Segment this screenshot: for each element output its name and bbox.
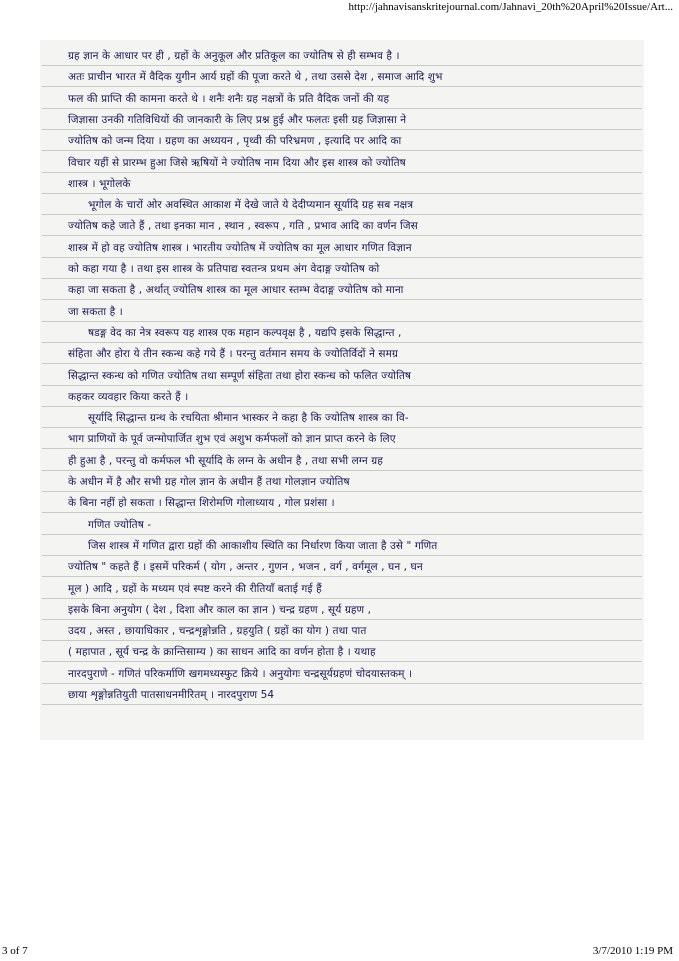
handwritten-line: विचार यहीं से प्रारम्भ हुआ जिसे ऋषियों ने ज्योतिष नाम दिया और इस शास्त्र को ज्योतिष	[68, 156, 406, 169]
handwritten-line: इसके बिना अनुयोग ( देश , दिशा और काल का ज्ञान ) चन्द्र ग्रहण , सूर्य ग्रहण ,	[68, 603, 372, 616]
handwritten-line: शास्त्र । भूगोलके	[68, 177, 131, 190]
handwritten-line: जिस शास्त्र में गणित द्वारा ग्रहों की आकाशीय स्थिति का निर्धारण किया जाता है उसे " गणित	[88, 539, 438, 552]
handwritten-line: फल की प्राप्ति की कामना करते थे । शनैः शनैः ग्रह नक्षत्रों के प्रति वैदिक जनों की यह	[68, 92, 390, 105]
ruled-line	[42, 108, 642, 109]
ruled-line	[42, 640, 642, 641]
handwritten-line: गणित ज्योतिष -	[88, 518, 152, 531]
handwritten-line: अतः प्राचीन भारत में वैदिक युगीन आर्य ग्रहों की पूजा करते थे , तथा उससे देश , समाज आदि शुभ	[68, 71, 443, 84]
ruled-line	[42, 235, 642, 236]
ruled-line	[42, 661, 642, 662]
handwritten-line: जिज्ञासा उनकी गतिविधियों की जानकारी के लिए प्रश्न हुई और फलतः इसी ग्रह जिज्ञासा ने	[68, 113, 407, 126]
handwritten-line: के बिना नहीं हो सकता । सिद्धान्त शिरोमणि गोलाध्याय , गोल प्रशंसा ।	[68, 497, 335, 510]
ruled-line	[42, 576, 642, 577]
ruled-line	[42, 704, 642, 705]
handwritten-line: कहकर व्यवहार किया करते हैं ।	[68, 390, 189, 403]
print-datetime: 3/7/2010 1:19 PM	[592, 945, 673, 957]
ruled-line	[42, 214, 642, 215]
handwritten-line: ज्योतिष " कहते हैं । इसमें परिकर्म ( योग , अन्तर , गुणन , भजन , वर्ग , वर्गमूल , घन , घन	[68, 561, 423, 574]
ruled-line	[42, 65, 642, 66]
ruled-line	[42, 555, 642, 556]
ruled-line	[42, 406, 642, 407]
handwritten-line: जा सकता है ।	[68, 305, 123, 318]
ruled-line	[42, 193, 642, 194]
ruled-line	[42, 598, 642, 599]
handwritten-line: नारदपुराणे - गणितं परिकर्माणि खगमध्यस्फुट क्रिये । अनुयोगः चन्द्रसूर्यग्रहणं चोदयास्तकम् ।	[68, 667, 413, 680]
ruled-line	[42, 86, 642, 87]
handwritten-line: ही हुआ है , परन्तु वो कर्मफल भी सूर्यादि के लग्न के अधीन है , तथा सभी लग्न ग्रह	[68, 454, 383, 467]
ruled-line	[42, 299, 642, 300]
handwritten-line: के अधीन में है और सभी ग्रह गोल ज्ञान के अधीन हैं तथा गोलज्ञान ज्योतिष	[68, 476, 350, 488]
handwritten-line: को कहा गया है । तथा इस शास्त्र के प्रतिपाद्य स्वतन्त्र प्रथम अंग वेदाङ्ग ज्योतिष को	[68, 263, 380, 275]
handwritten-line: छाया शृङ्गोन्नतियुती पातसाधनमीरितम् । नारदपुराण 54	[68, 689, 275, 701]
handwritten-line: षडङ्ग वेद का नेत्र स्वरूप यह शास्त्र एक महान कल्पवृक्ष है , यद्यपि इसके सिद्धान्त ,	[88, 326, 402, 339]
ruled-line	[42, 427, 642, 428]
ruled-line	[42, 342, 642, 343]
ruled-line	[42, 512, 642, 513]
ruled-line	[42, 470, 642, 471]
handwritten-line: शास्त्र में हो वह ज्योतिष शास्त्र । भारतीय ज्योतिष में ज्योतिष का मूल आधार गणित विज्ञान	[68, 241, 412, 254]
ruled-line	[42, 683, 642, 684]
url-header[interactable]: http://jahnavisanskritejournal.com/Jahnavi_20th%20April%20Issue/Art...	[348, 1, 673, 13]
handwritten-line: ज्योतिष कहे जाते हैं , तथा इनका मान , स्थान , स्वरूप , गति , प्रभाव आदि का वर्णन जिस	[68, 220, 418, 233]
handwritten-line: भाग प्राणियों के पूर्व जन्मोपार्जित शुभ एवं अशुभ कर्मफलों को ज्ञान प्राप्त करने के लिए	[68, 433, 396, 446]
handwritten-line: ज्योतिष को जन्म दिया । ग्रहण का अध्ययन , पृथ्वी की परिभ्रमण , इत्यादि पर आदि का	[68, 135, 402, 148]
ruled-line	[42, 448, 642, 449]
ruled-line	[42, 619, 642, 620]
handwritten-line: मूल ) आदि , ग्रहों के मध्यम एवं स्पष्ट करने की रीतियाँ बताई गई हैं	[68, 582, 322, 595]
handwritten-line: सिद्धान्त स्कन्ध को गणित ज्योतिष तथा सम्पूर्ण संहिता तथा होरा स्कन्ध को फलित ज्योतिष	[68, 369, 412, 382]
handwritten-line: भूगोल के चारों ओर अवस्थित आकाश में देखे जाते ये देदीप्यमान सूर्यादि ग्रह सब नक्षत्र	[88, 199, 414, 212]
handwritten-line: ग्रह ज्ञान के आधार पर ही , ग्रहों के अनुकूल और प्रतिकूल का ज्योतिष से ही सम्भव है ।	[68, 50, 400, 62]
ruled-line	[42, 363, 642, 364]
ruled-line	[42, 321, 642, 322]
handwritten-line: सूर्यादि सिद्धान्त ग्रन्थ के रचयिता श्रीमान भास्कर ने कहा है कि ज्योतिष शास्त्र का वि-	[88, 412, 409, 425]
handwritten-line: उदय , अस्त , छायाधिकार , चन्द्रशृङ्गोन्नति , ग्रहयुति ( ग्रहों का योग ) तथा पात	[68, 625, 367, 638]
ruled-line	[42, 491, 642, 492]
ruled-line	[42, 385, 642, 386]
handwritten-line: ( महापात , सूर्य चन्द्र के क्रान्तिसाम्य ) का साधन आदि का वर्णन होता है । यथाह	[68, 646, 376, 659]
page-counter: 3 of 7	[2, 945, 28, 957]
ruled-line	[42, 278, 642, 279]
handwritten-line: संहिता और होरा ये तीन स्कन्ध कहे गये हैं । परन्तु वर्तमान समय के ज्योतिर्विदों ने समग्र	[68, 348, 399, 361]
ruled-line	[42, 172, 642, 173]
ruled-line	[42, 150, 642, 151]
ruled-line	[42, 129, 642, 130]
handwritten-line: कहा जा सकता है , अर्थात् ज्योतिष शास्त्र का मूल आधार स्तम्भ वेदाङ्ग ज्योतिष को माना	[68, 284, 404, 297]
ruled-line	[42, 534, 642, 535]
scanned-handwritten-page	[40, 40, 644, 740]
ruled-line	[42, 257, 642, 258]
